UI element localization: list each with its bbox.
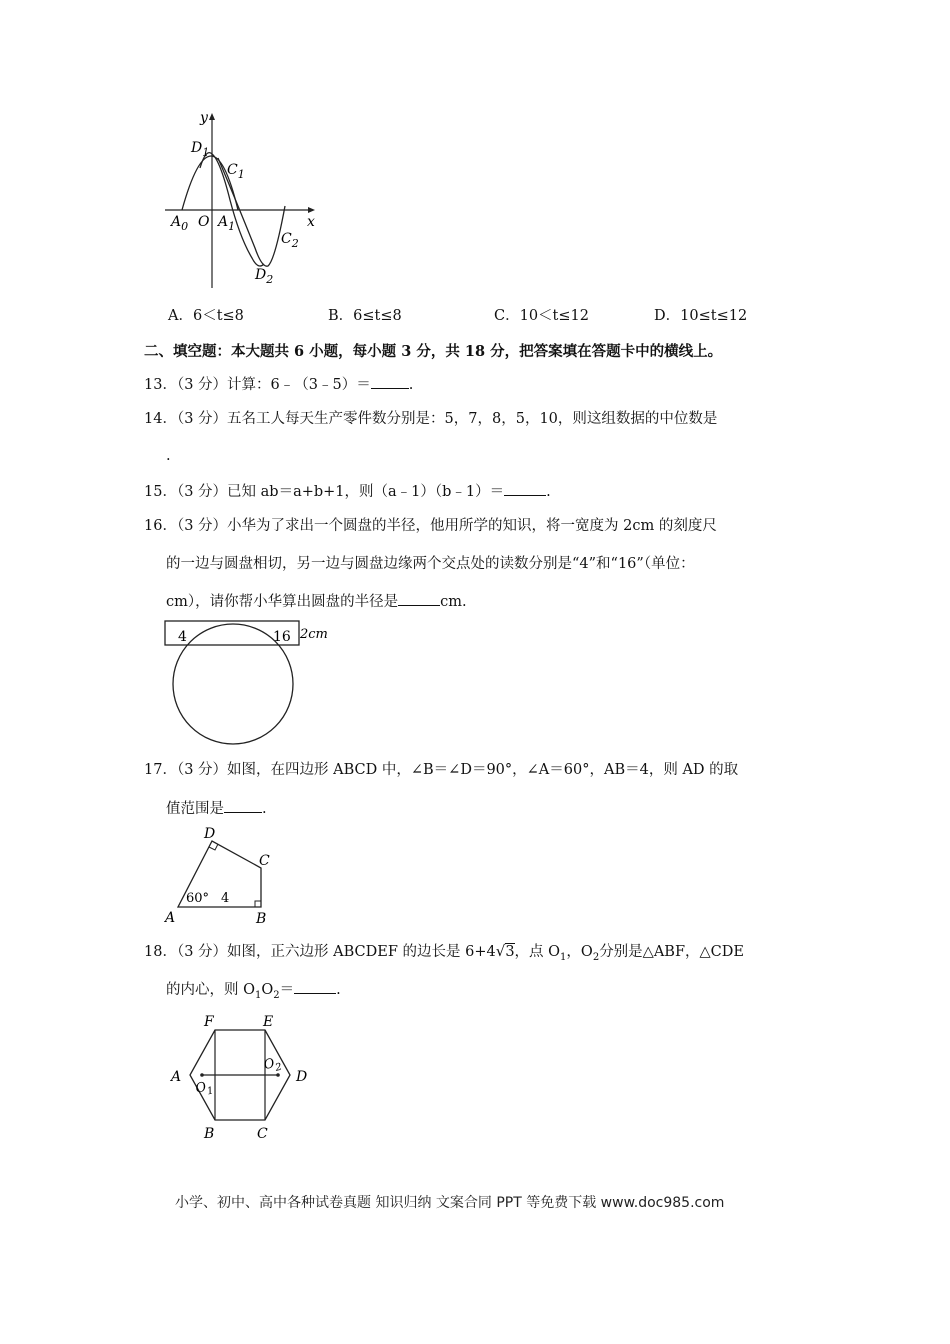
ruler-width: 2cm bbox=[300, 627, 328, 642]
point-O1 bbox=[200, 1073, 204, 1077]
ruler-left-reading: 4 bbox=[178, 629, 187, 645]
choice-d[interactable]: D．10≤t≤12 bbox=[654, 308, 748, 324]
label-F: F bbox=[204, 1014, 214, 1030]
angle-A: 60° bbox=[186, 891, 210, 906]
length-AB: 4 bbox=[221, 891, 230, 906]
label-A: A bbox=[165, 910, 176, 926]
y-axis-arrow bbox=[209, 113, 215, 120]
choice-c[interactable]: C．10＜t≤12 bbox=[494, 308, 589, 324]
sqrt-symbol: √ bbox=[495, 942, 506, 960]
label-D1: $D_1$ bbox=[191, 140, 210, 159]
figure-q18-hexagon bbox=[160, 1010, 330, 1150]
label-x: x bbox=[307, 214, 315, 230]
question-13: 13．（3 分）计算：6﹣（3﹣5）＝ . bbox=[144, 374, 413, 395]
answer-blank-17[interactable] bbox=[224, 798, 262, 813]
label-D: D bbox=[204, 826, 216, 842]
answer-blank-18[interactable] bbox=[294, 979, 336, 994]
label-origin: O bbox=[198, 214, 210, 230]
label-A1: $A_1$ bbox=[218, 214, 236, 233]
x-axis-arrow bbox=[308, 207, 315, 213]
label-D: D bbox=[296, 1069, 308, 1085]
label-B: B bbox=[256, 911, 267, 926]
label-C: C bbox=[259, 853, 270, 869]
label-C: C bbox=[257, 1126, 268, 1142]
question-17-line2: 值范围是 . bbox=[166, 798, 267, 819]
label-C1: $C_1$ bbox=[227, 162, 245, 181]
question-14-line2: . bbox=[166, 448, 171, 464]
label-E: E bbox=[263, 1014, 274, 1030]
label-O1: $O_1$ bbox=[194, 1079, 215, 1098]
answer-blank-13[interactable] bbox=[371, 374, 409, 389]
label-A0: $A_0$ bbox=[171, 214, 189, 233]
label-A: A bbox=[171, 1069, 182, 1085]
section-heading: 二、填空题：本大题共 6 小题，每小题 3 分，共 18 分，把答案填在答题卡中的横线上。 bbox=[144, 343, 723, 360]
label-y: y bbox=[200, 110, 208, 126]
question-16: 16．（3 分）小华为了求出一个圆盘的半径，他用所学的知识，将一宽度为 2cm 的刻度尺 bbox=[144, 518, 717, 534]
question-18-line2: 的内心，则 $O_1O_2=$ . bbox=[166, 979, 341, 1006]
label-D2: $D_2$ bbox=[255, 267, 274, 286]
page-footer: 小学、初中、高中各种试卷真题 知识归纳 文案合同 PPT 等免费下载 www.doc985.com bbox=[175, 1195, 725, 1211]
answer-blank-16[interactable] bbox=[398, 591, 440, 606]
choice-a[interactable]: A．6＜t≤8 bbox=[168, 308, 244, 324]
figure-q16-ruler-circle bbox=[160, 618, 340, 746]
answer-blank-15[interactable] bbox=[504, 481, 546, 496]
figure-q12-graph bbox=[160, 108, 330, 293]
question-17: 17．（3 分）如图，在四边形 ABCD 中，∠B＝∠D＝90°，∠A＝60°，AB＝4，则 AD 的取 bbox=[144, 762, 739, 778]
label-C2: $C_2$ bbox=[281, 231, 299, 250]
question-15: 15．（3 分）已知 ab＝a+b+1，则（a﹣1）（b﹣1）＝ . bbox=[144, 481, 551, 502]
label-O2: $O_2$ bbox=[262, 1056, 283, 1074]
figure-q17-quadrilateral bbox=[160, 822, 280, 926]
choice-b[interactable]: B．6≤t≤8 bbox=[328, 308, 402, 324]
question-18: 18．（3 分）如图，正六边形 ABCDEF 的边长是 6+4√3，点 $O_1$，$O_2$分别是△ABF，△CDE bbox=[144, 942, 744, 963]
right-angle-b bbox=[255, 901, 261, 907]
question-16-line3: cm），请你帮小华算出圆盘的半径是 cm. bbox=[166, 591, 467, 612]
label-B: B bbox=[204, 1126, 215, 1142]
question-14: 14．（3 分）五名工人每天生产零件数分别是：5，7，8，5，10，则这组数据的中位数是 bbox=[144, 411, 718, 427]
question-16-line2: 的一边与圆盘相切，另一边与圆盘边缘两个交点处的读数分别是“4”和“16”（单位： bbox=[166, 556, 695, 572]
ruler-right-reading: 16 bbox=[273, 629, 291, 645]
